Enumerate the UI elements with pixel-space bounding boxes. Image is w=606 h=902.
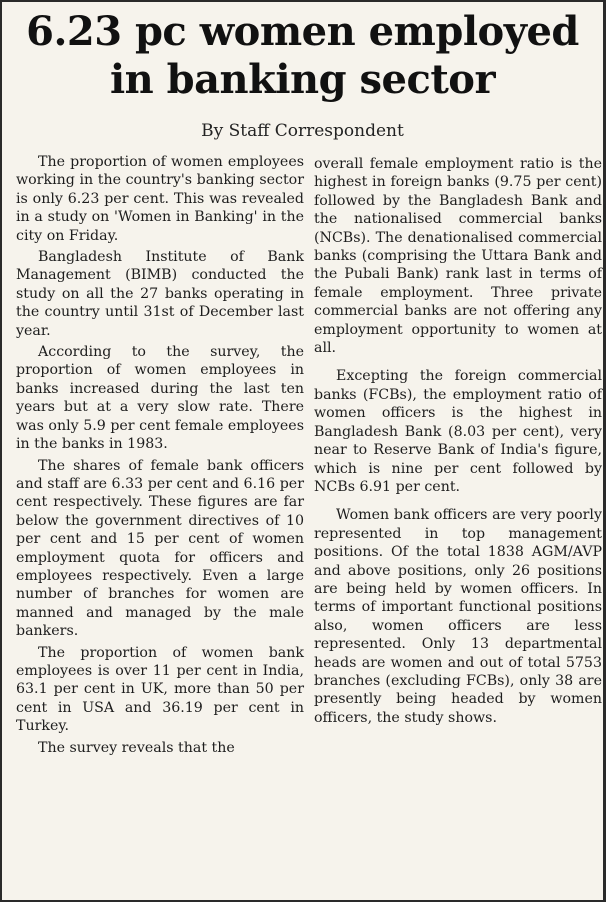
paragraph: The survey reveals that the	[38, 739, 235, 756]
byline: By Staff Correspondent	[201, 121, 404, 141]
paragraph: Women bank officers are very poorly represented in top management positions. Of the total 1838 AGM/AVP and above positions, only 26 positions are being held by women officers. In terms of important functional positions also, women officers are less represented. Only 13 departmental heads are women and out of total 5753 branches (excluding FCBs), only 38 are presently being headed by women officers, the study shows.	[314, 507, 602, 726]
paragraph: The proportion of women bank employees is over 11 per cent in India, 63.1 per cent in UK, more than 50 per cent in USA and 36.19 per cent in Turkey.	[16, 644, 304, 735]
headline	[2, 8, 603, 104]
headline-line-1: 6.23 pc women employed	[26, 8, 579, 55]
paragraph: The proportion of women employees working in the country's banking sector is only 6.23 per cent. This was revealed in a study on 'Women in Banking' in the city on Friday.	[16, 154, 304, 244]
article-column-left	[16, 153, 304, 760]
paragraph: Bangladesh Institute of Bank Management (BIMB) conducted the study on all the 27 banks operating in the country until 31st of December last year.	[16, 249, 304, 339]
paragraph: overall female employment ratio is the highest in foreign banks (9.75 per cent) followed by the Bangladesh Bank and the nationalised commercial banks (NCBs). The denationalised commercial banks (comprising the Uttara Bank and the Pubali Bank) rank last in terms of female employment. Three private commercial banks are not offering any employment opportunity to women at all.	[314, 156, 602, 357]
headline-line-2: in banking sector	[109, 56, 496, 103]
paragraph: According to the survey, the proportion of women employees in banks increased during the last ten years but at a very slow rate. There was only 5.9 per cent female employees in the banks in 1983.	[16, 344, 304, 453]
paragraph: The shares of female bank officers and staff are 6.33 per cent and 6.16 per cent respectively. These figures are far below the government directives of 10 per cent and 15 per cent of women employment quota for officers and employees respectively. Even a large number of branches for women are manned and managed by the male bankers.	[16, 457, 304, 640]
paragraph: Excepting the foreign commercial banks (FCBs), the employment ratio of women officers is the highest in Bangladesh Bank (8.03 per cent), very near to Reserve Bank of India's figure, which is nine per cent followed by NCBs 6.91 per cent.	[314, 368, 602, 495]
article-column-right	[314, 155, 602, 730]
